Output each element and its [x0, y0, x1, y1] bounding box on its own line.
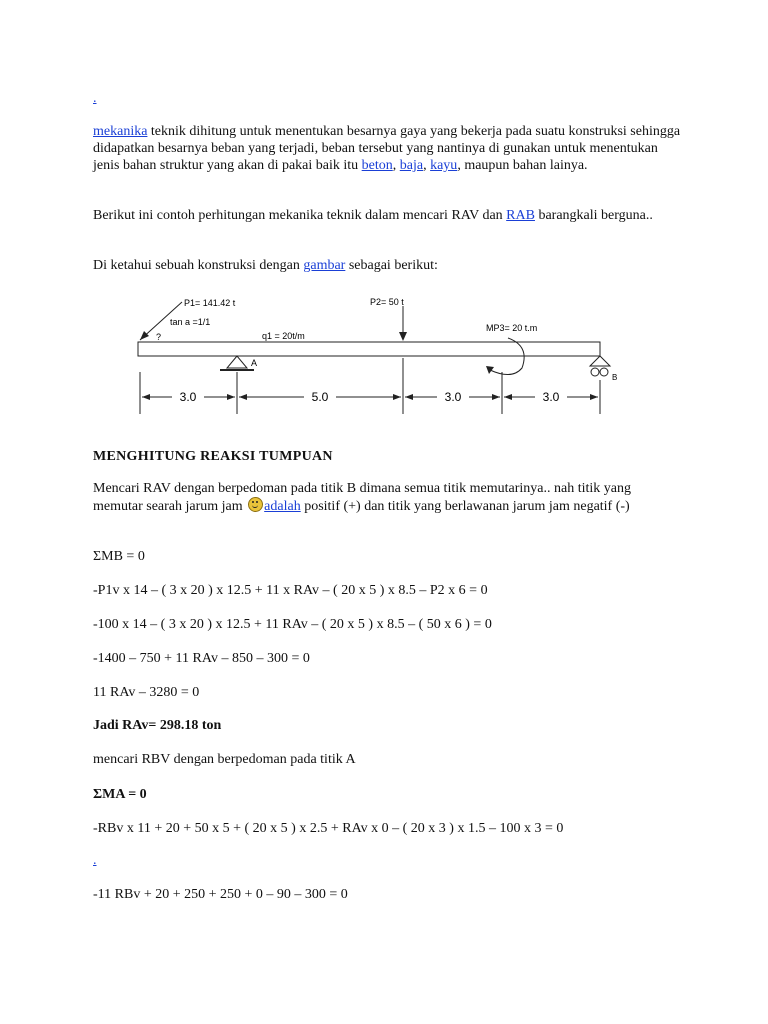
equation-sum-ma: ΣMA = 0 — [93, 787, 147, 802]
equation-line-4: 11 RAv – 3280 = 0 — [93, 685, 200, 700]
support-b-label: B — [612, 373, 618, 382]
smiley-icon — [248, 497, 263, 512]
moment-arrowhead — [486, 366, 494, 374]
paragraph-berikut — [93, 207, 683, 224]
separator: , — [423, 158, 431, 173]
equation-sum-mb: ΣMB = 0 — [93, 549, 145, 564]
equation-line-6: -11 RBv + 20 + 250 + 250 + 0 – 90 – 300 = 0 — [93, 887, 348, 902]
para4-text-1: Mencari RAV dengan berpedoman pada titik B dimana semua titik memutarinya.. nah titik yang memutar searah jarum jam — [93, 481, 631, 514]
rbv-intro: mencari RBV dengan berpedoman pada titik A — [93, 752, 356, 767]
link-kayu[interactable]: kayu — [430, 158, 458, 173]
paragraph-mencari-rav — [93, 480, 683, 515]
beam — [138, 342, 600, 356]
support-a-pin — [227, 356, 247, 368]
dimension-label: 3.0 — [542, 390, 560, 404]
equation-line-3: -1400 – 750 + 11 RAv – 850 – 300 = 0 — [93, 651, 310, 666]
p1-label: P1= 141.42 t — [184, 298, 236, 308]
dimension-label: 3.0 — [179, 390, 197, 404]
tan-label: tan a =1/1 — [170, 317, 211, 327]
support-b-roller — [590, 356, 610, 366]
dimension-label: 5.0 — [311, 390, 329, 404]
q-mark: ? — [156, 332, 162, 342]
p1-arrowhead — [140, 331, 149, 340]
section-heading: MENGHITUNG REAKSI TUMPUAN — [93, 449, 333, 464]
mp3-label: MP3= 20 t.m — [486, 323, 538, 333]
p2-label: P2= 50 t — [370, 297, 404, 307]
support-a-label: A — [251, 358, 258, 368]
dimension-label: 3.0 — [444, 390, 462, 404]
link-rab[interactable]: RAB — [506, 208, 535, 223]
separator: , — [392, 158, 400, 173]
intro-text-1: teknik dihitung untuk menentukan besarnya gaya yang bekerja pada suatu konstruksi sehingga didapatkan besarnya beban yang terjadi, beban tersebut yang nantinya di gunakan untuk menentukan jenis bahan struktur yang akan di pakai baik itu — [93, 124, 681, 173]
para2-text-2: barangkali berguna.. — [534, 208, 653, 223]
link-baja[interactable]: baja — [399, 158, 424, 173]
equation-line-5: -RBv x 11 + 20 + 50 x 5 + ( 20 x 5 ) x 2.5 + RAv x 0 – ( 20 x 3 ) x 1.5 – 100 x 3 = 0 — [93, 821, 564, 836]
link-beton[interactable]: beton — [361, 158, 393, 173]
equation-line-2: -100 x 14 – ( 3 x 20 ) x 12.5 + 11 RAv – ( 20 x 5 ) x 8.5 – ( 50 x 6 ) = 0 — [93, 617, 492, 632]
para2-text-1: Berikut ini contoh perhitungan mekanika teknik dalam mencari RAV dan — [93, 208, 507, 223]
beam-diagram — [120, 288, 620, 418]
intro-paragraph — [93, 123, 683, 174]
anchor-dot-link-2[interactable]: . — [93, 853, 97, 868]
para4-text-2: positif (+) dan titik yang berlawanan jarum jam negatif (-) — [300, 499, 630, 514]
result-rav: Jadi RAv= 298.18 ton — [93, 718, 222, 733]
para3-text-2: sebagai berikut: — [345, 258, 438, 273]
link-mekanika[interactable]: mekanika — [93, 124, 148, 139]
paragraph-diketahui — [93, 257, 683, 274]
intro-text-2: , maupun bahan lainya. — [457, 158, 588, 173]
anchor-dot-link[interactable]: . — [93, 91, 97, 106]
link-gambar[interactable]: gambar — [303, 258, 346, 273]
q1-label: q1 = 20t/m — [262, 331, 305, 341]
p2-arrowhead — [399, 332, 407, 341]
para3-text-1: Di ketahui sebuah konstruksi dengan — [93, 258, 304, 273]
equation-line-1: -P1v x 14 – ( 3 x 20 ) x 12.5 + 11 x RAv – ( 20 x 5 ) x 8.5 – P2 x 6 = 0 — [93, 583, 488, 598]
link-adalah[interactable]: adalah — [264, 499, 301, 514]
